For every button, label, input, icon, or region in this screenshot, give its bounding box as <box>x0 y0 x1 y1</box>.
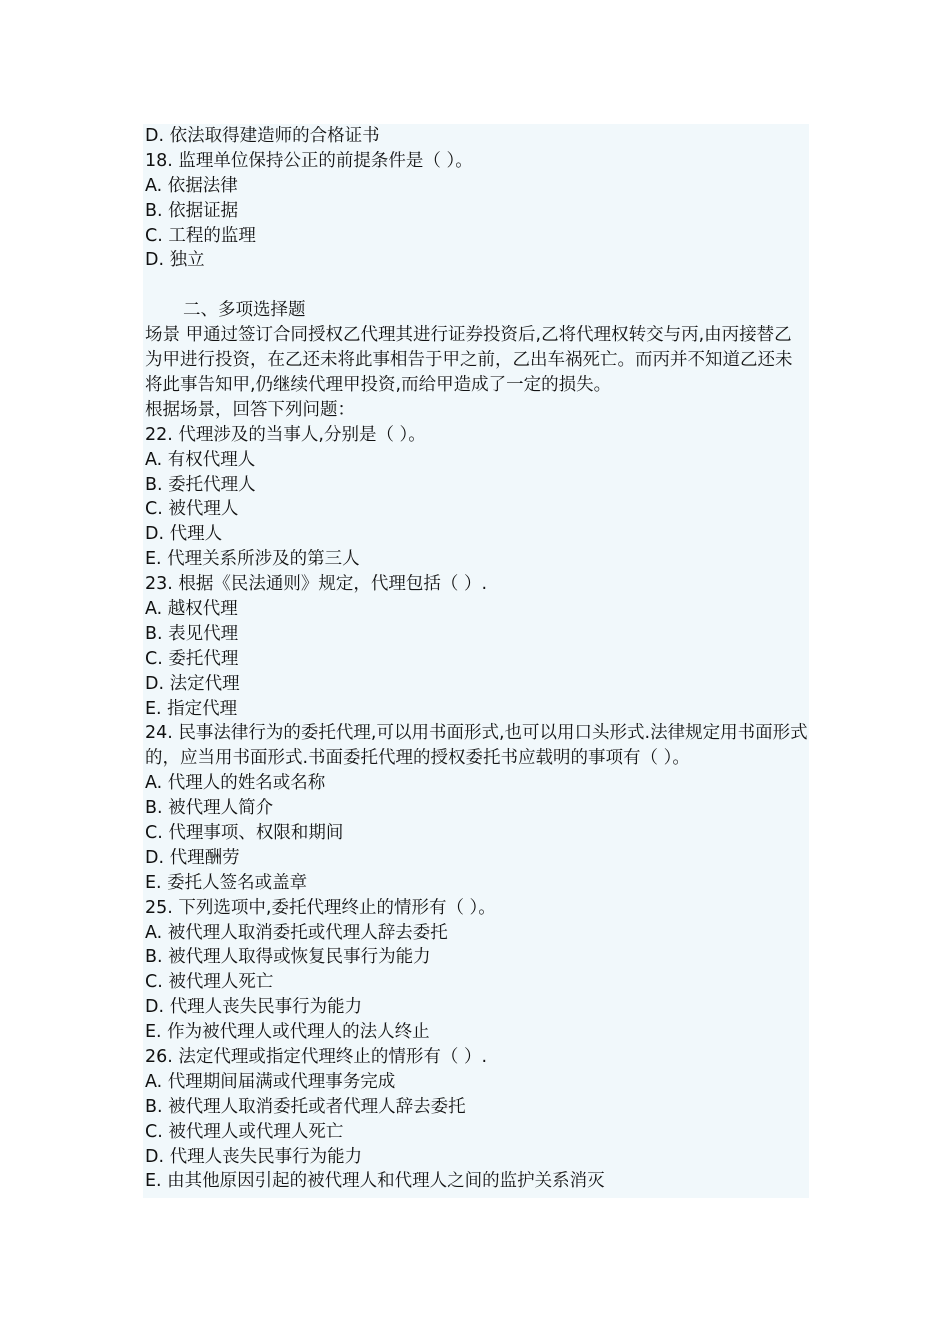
text-line <box>145 273 809 298</box>
text-line: C. 被代理人或代理人死亡 <box>145 1121 344 1142</box>
text-line: 根据场景，回答下列问题： <box>145 399 355 420</box>
text-line: C. 委托代理 <box>145 648 239 669</box>
paragraph: 24. 民事法律行为的委托代理,可以用书面形式,也可以用口头形式.法律规定用书面形式 的，应当用书面形式.书面委托代理的授权委托书应载明的事项有（ ）。 <box>145 723 808 769</box>
text-line: 25. 下列选项中,委托代理终止的情形有（ ）。 <box>145 897 496 918</box>
text-line: D. 代理人丧失民事行为能力 <box>145 1146 363 1167</box>
text-line: D. 代理酬劳 <box>145 847 240 868</box>
text-line: 18. 监理单位保持公正的前提条件是（ ）。 <box>145 150 473 171</box>
text-line: D. 代理人丧失民事行为能力 <box>145 997 363 1018</box>
text-line: B. 依据证据 <box>145 200 239 221</box>
text-line: C. 被代理人死亡 <box>145 972 274 993</box>
text-line: D. 代理人 <box>145 524 223 545</box>
text-line: E. 由其他原因引起的被代理人和代理人之间的监护关系消灭 <box>145 1171 605 1192</box>
text-line: 26. 法定代理或指定代理终止的情形有（ ）. <box>145 1047 488 1068</box>
text-line: A. 代理人的姓名或名称 <box>145 773 326 794</box>
text-line: C. 被代理人 <box>145 499 239 520</box>
text-line: A. 代理期间届满或代理事务完成 <box>145 1071 396 1092</box>
document-body <box>143 124 809 1198</box>
text-line: D. 法定代理 <box>145 673 240 694</box>
text-line: B. 被代理人简介 <box>145 798 274 819</box>
text-line: B. 委托代理人 <box>145 474 256 495</box>
text-line: E. 作为被代理人或代理人的法人终止 <box>145 1022 430 1043</box>
text-line: A. 依据法律 <box>145 175 238 196</box>
text-line: B. 被代理人取得或恢复民事行为能力 <box>145 947 431 968</box>
text-line: A. 被代理人取消委托或代理人辞去委托 <box>145 922 448 943</box>
text-line: A. 越权代理 <box>145 598 238 619</box>
paragraph: 场景 甲通过签订合同授权乙代理其进行证券投资后,乙将代理权转交与丙,由丙接替乙为甲进行投资，在乙还未将此事相告于甲之前，乙出车祸死亡。而丙并不知道乙还未将此事告知甲,仍继续代理甲投资,而给甲造成了一定的损失。 <box>145 325 793 395</box>
text-line: B. 表见代理 <box>145 623 239 644</box>
text-line: 23. 根据《民法通则》规定，代理包括（ ）. <box>145 574 488 595</box>
text-line: A. 有权代理人 <box>145 449 256 470</box>
text-line: D. 依法取得建造师的合格证书 <box>145 126 380 146</box>
text-line: E. 代理关系所涉及的第三人 <box>145 549 360 570</box>
text-line: 22. 代理涉及的当事人,分别是（ ）。 <box>145 424 426 445</box>
text-line: E. 委托人签名或盖章 <box>145 872 308 893</box>
text-line: D. 独立 <box>145 250 205 271</box>
text-line: B. 被代理人取消委托或者代理人辞去委托 <box>145 1096 466 1117</box>
text-line: E. 指定代理 <box>145 698 238 719</box>
text-line: C. 工程的监理 <box>145 225 256 246</box>
text-line: C. 代理事项、权限和期间 <box>145 823 344 844</box>
section-heading: 二、多项选择题 <box>183 300 306 321</box>
